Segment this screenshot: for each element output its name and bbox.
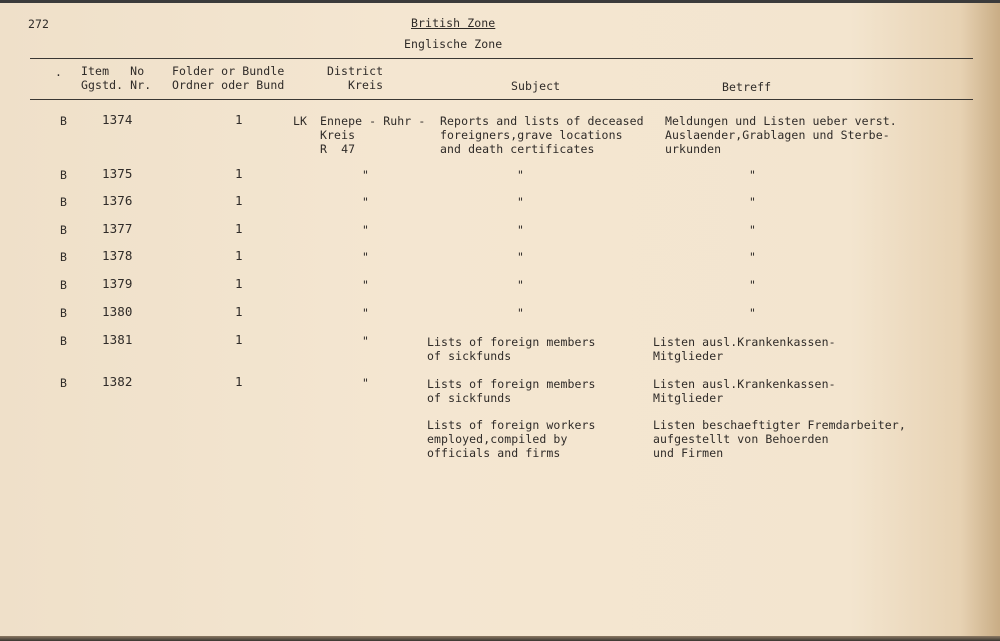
row-betreff-extra-line3: und Firmen	[653, 446, 724, 460]
row-district-ditto: "	[362, 250, 370, 264]
zone-subtitle: Englische Zone	[404, 37, 503, 51]
row-letter: B	[60, 376, 68, 390]
scan-edge-bottom	[0, 636, 1000, 641]
row-betreff-line1: Meldungen und Listen ueber verst.	[665, 114, 897, 128]
row-betreff-line1: Listen ausl.Krankenkassen-	[653, 377, 836, 391]
row-betreff-line2: Mitglieder	[653, 349, 724, 363]
row-folder: 1	[235, 374, 243, 389]
row-item-no: 1381	[102, 332, 133, 347]
row-item-no: 1374	[102, 112, 133, 127]
row-betreff-ditto: "	[749, 250, 757, 264]
row-betreff-extra-line1: Listen beschaeftigter Fremdarbeiter,	[653, 418, 906, 432]
row-folder: 1	[235, 221, 243, 236]
row-district-line3: R 47	[320, 142, 356, 156]
row-item-no: 1382	[102, 374, 133, 389]
row-subject-ditto: "	[517, 168, 525, 182]
row-subject-extra-line1: Lists of foreign workers	[427, 418, 596, 432]
row-betreff-extra-line2: aufgestellt von Behoerden	[653, 432, 829, 446]
row-letter: B	[60, 250, 68, 264]
header-bottom-rule	[30, 99, 973, 100]
row-betreff-ditto: "	[749, 195, 757, 209]
row-district-ditto: "	[362, 306, 370, 320]
row-betreff-ditto: "	[749, 168, 757, 182]
header-folder-line2: Ordner oder Bund	[172, 78, 285, 92]
row-item-no: 1376	[102, 193, 133, 208]
row-item-no: 1379	[102, 276, 133, 291]
row-subject-line1: Lists of foreign members	[427, 335, 596, 349]
row-subject-ditto: "	[517, 195, 525, 209]
page-number: 272	[28, 17, 50, 31]
scan-edge-top	[0, 0, 1000, 3]
row-letter: B	[60, 334, 68, 348]
header-dot: .	[55, 65, 63, 79]
row-district-ditto: "	[362, 278, 370, 292]
row-letter: B	[60, 168, 68, 182]
row-district-ditto: "	[362, 376, 370, 390]
row-betreff-line1: Listen ausl.Krankenkassen-	[653, 335, 836, 349]
row-subject-line2: foreigners,grave locations	[440, 128, 623, 142]
row-letter: B	[60, 278, 68, 292]
row-folder: 1	[235, 276, 243, 291]
row-folder: 1	[235, 332, 243, 347]
row-letter: B	[60, 114, 68, 128]
row-letter: B	[60, 306, 68, 320]
row-subject-ditto: "	[517, 306, 525, 320]
row-folder: 1	[235, 304, 243, 319]
header-subject: Subject	[511, 79, 561, 93]
row-folder: 1	[235, 193, 243, 208]
row-subject-line1: Reports and lists of deceased	[440, 114, 644, 128]
header-folder-line1: Folder or Bundle	[172, 64, 285, 78]
header-item-line2: Ggstd. Nr.	[81, 78, 152, 92]
row-subject-line2: of sickfunds	[427, 391, 512, 405]
row-item-no: 1375	[102, 166, 133, 181]
header-district-line1: District	[327, 64, 384, 78]
row-subject-line2: of sickfunds	[427, 349, 512, 363]
row-betreff-line3: urkunden	[665, 142, 722, 156]
row-folder: 1	[235, 166, 243, 181]
row-district-ditto: "	[362, 223, 370, 237]
header-district-line2: Kreis	[348, 78, 384, 92]
row-subject-ditto: "	[517, 250, 525, 264]
row-district-ditto: "	[362, 195, 370, 209]
row-district-prefix: LK	[293, 114, 308, 128]
header-item-line1: Item No	[81, 64, 145, 78]
row-folder: 1	[235, 248, 243, 263]
row-district-line2: Kreis	[320, 128, 356, 142]
header-top-rule	[30, 58, 973, 59]
row-folder: 1	[235, 112, 243, 127]
row-betreff-ditto: "	[749, 278, 757, 292]
row-district-line1: Ennepe - Ruhr -	[320, 114, 426, 128]
row-district-ditto: "	[362, 334, 370, 348]
row-district-ditto: "	[362, 168, 370, 182]
row-subject-ditto: "	[517, 223, 525, 237]
row-betreff-line2: Mitglieder	[653, 391, 724, 405]
row-betreff-line2: Auslaender,Grablagen und Sterbe-	[665, 128, 890, 142]
row-subject-line3: and death certificates	[440, 142, 595, 156]
row-subject-line1: Lists of foreign members	[427, 377, 596, 391]
row-subject-extra-line2: employed,compiled by	[427, 432, 568, 446]
header-betreff: Betreff	[722, 80, 772, 94]
row-item-no: 1377	[102, 221, 133, 236]
row-betreff-ditto: "	[749, 306, 757, 320]
row-letter: B	[60, 195, 68, 209]
zone-title: British Zone	[411, 16, 496, 30]
row-item-no: 1378	[102, 248, 133, 263]
row-item-no: 1380	[102, 304, 133, 319]
row-subject-ditto: "	[517, 278, 525, 292]
row-letter: B	[60, 223, 68, 237]
row-betreff-ditto: "	[749, 223, 757, 237]
row-subject-extra-line3: officials and firms	[427, 446, 561, 460]
